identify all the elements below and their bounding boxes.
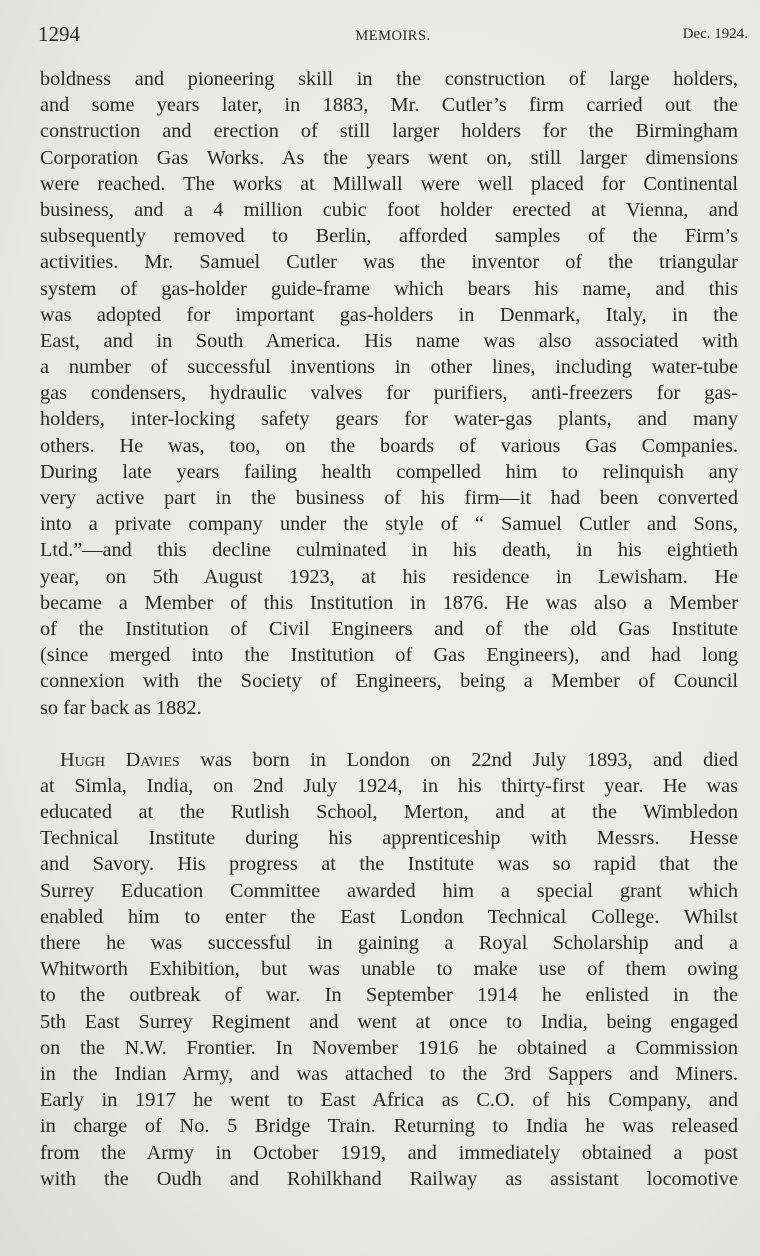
text-line: so far back as 1882. — [40, 696, 202, 719]
text-line: system of gas-holder guide-frame which bears his name, and this — [40, 277, 738, 300]
text-line: with the Oudh and Rohilkhand Railway as assistant locomotive — [40, 1167, 738, 1190]
text-line: of the Institution of Civil Engineers and of the old Gas Institute — [40, 617, 738, 640]
text-line: on the N.W. Frontier. In November 1916 he obtained a Commission — [40, 1036, 738, 1059]
text-line: and Savory. His progress at the Institute was so rapid that the — [40, 853, 738, 876]
text-line: in the Indian Army, and was attached to the 3rd Sappers and Miners. — [40, 1062, 738, 1085]
text-line: into a private company under the style of “ Samuel Cutler and Sons, — [40, 513, 738, 536]
text-line: Early in 1917 he went to East Africa as C.O. of his Company, and — [40, 1089, 738, 1112]
text-line: boldness and pioneering skill in the construction of large holders, — [40, 68, 738, 90]
text-line: became a Member of this Institution in 1876. He was also a Member — [40, 591, 738, 614]
text-line: was adopted for important gas-holders in Denmark, Italy, in the — [40, 303, 738, 326]
text-fragment: was born in London on 22nd July 1893, and died — [179, 748, 738, 771]
text-line: Ltd.”—and this decline culminated in his death, in his eightieth — [40, 539, 738, 562]
page-number: 1294 — [38, 22, 80, 46]
body-text — [40, 66, 738, 1192]
issue-date: Dec. 1924. — [682, 26, 748, 42]
text-line: East, and in South America. His name was also associated with — [40, 329, 738, 352]
text-line: Surrey Education Committee awarded him a special grant which — [40, 879, 738, 902]
text-line: connexion with the Society of Engineers, being a Member of Council — [40, 670, 738, 693]
paragraph-davies-memoir — [40, 747, 738, 1192]
text-line: and some years later, in 1883, Mr. Cutler’s firm carried out the — [40, 94, 738, 117]
text-line: subsequently removed to Berlin, afforded samples of the Firm’s — [40, 225, 738, 248]
memoir-subject-name: Hugh Davies — [60, 748, 180, 771]
running-head — [38, 22, 748, 48]
text-line: 5th East Surrey Regiment and went at once to India, being engaged — [40, 1010, 738, 1033]
text-line: Corporation Gas Works. As the years went on, still larger dimensions — [40, 146, 738, 169]
text-line: construction and erection of still larger holders for the Birmingham — [40, 120, 738, 143]
text-line: there he was successful in gaining a Royal Scholarship and a — [40, 932, 738, 954]
text-line: educated at the Rutlish School, Merton, and at the Wimbledon — [40, 801, 738, 824]
section-title: MEMOIRS. — [355, 28, 431, 44]
text-line: year, on 5th August 1923, at his residence in Lewisham. He — [40, 565, 738, 588]
text-line: During late years failing health compelled him to relinquish any — [40, 460, 738, 483]
text-line: at Simla, India, on 2nd July 1924, in his thirty-first year. He was — [40, 774, 738, 797]
text-line: Whitworth Exhibition, but was unable to make use of them owing — [40, 958, 738, 981]
paragraph-cutler-memoir — [40, 66, 738, 721]
text-line: others. He was, too, on the boards of various Gas Companies. — [40, 434, 738, 457]
text-line: a number of successful inventions in other lines, including water-tube — [40, 356, 738, 379]
text-line-first — [40, 747, 738, 773]
text-line: in charge of No. 5 Bridge Train. Returning to India he was released — [40, 1115, 738, 1138]
text-line: gas condensers, hydraulic valves for purifiers, anti-freezers for gas- — [40, 382, 738, 405]
text-line: enabled him to enter the East London Technical College. Whilst — [40, 905, 738, 928]
text-line: holders, inter-locking safety gears for water-gas plants, and many — [40, 408, 738, 431]
text-line: were reached. The works at Millwall were well placed for Continental — [40, 172, 738, 195]
text-line: business, and a 4 million cubic foot holder erected at Vienna, and — [40, 198, 738, 221]
text-line: activities. Mr. Samuel Cutler was the inventor of the triangular — [40, 251, 738, 274]
text-line: from the Army in October 1919, and immediately obtained a post — [40, 1141, 738, 1164]
text-line: to the outbreak of war. In September 1914 he enlisted in the — [40, 984, 738, 1007]
text-line: very active part in the business of his firm—it had been converted — [40, 487, 738, 509]
text-line: (since merged into the Institution of Gas Engineers), and had long — [40, 644, 738, 667]
text-line: Technical Institute during his apprenticeship with Messrs. Hesse — [40, 827, 738, 850]
